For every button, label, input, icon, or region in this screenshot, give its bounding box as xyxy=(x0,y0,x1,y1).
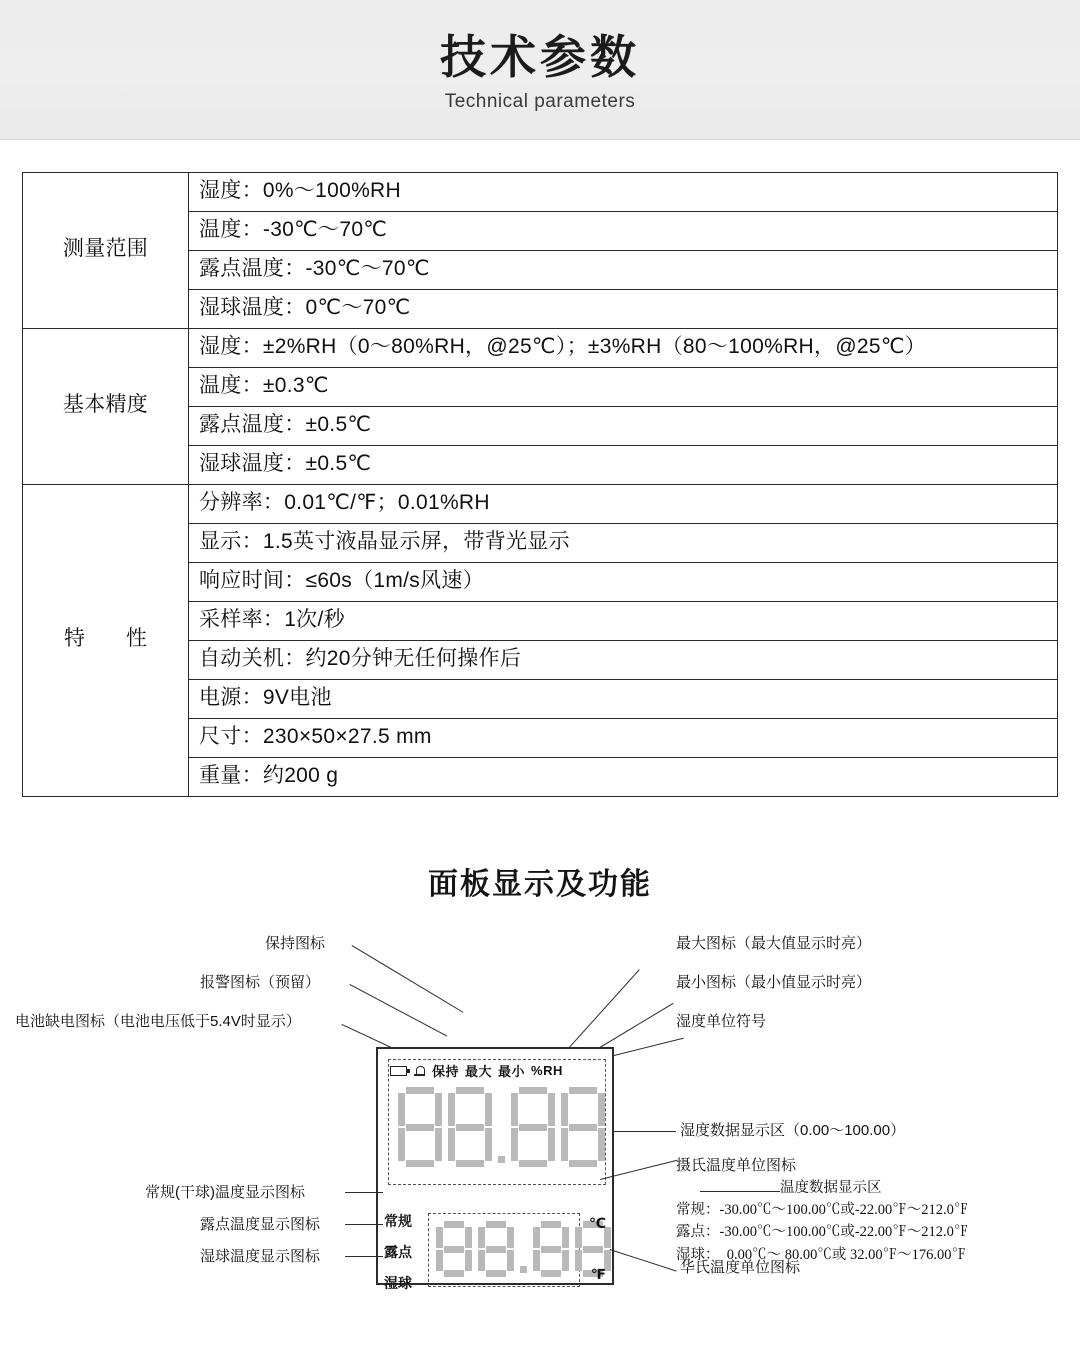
humidity-segment-row xyxy=(398,1087,605,1167)
spec-value: 湿度：0%～100%RH xyxy=(189,173,1058,212)
spec-value: 电源：9V电池 xyxy=(189,680,1058,719)
seven-segment-digit xyxy=(398,1087,442,1167)
lcd-display xyxy=(376,1047,614,1291)
callout-celsius-icon: 摄氏温度单位图标 xyxy=(676,1157,797,1174)
table-row xyxy=(23,173,1058,212)
seven-segment-digit xyxy=(511,1087,555,1167)
spec-table xyxy=(22,172,1058,797)
temp-range-wetbulb: 湿球： 0.00℃～ 80.00℃或 32.00℉～176.00℉ xyxy=(676,1246,966,1263)
spec-group-label: 测量范围 xyxy=(23,173,189,329)
leader-line xyxy=(345,1192,383,1193)
leader-line xyxy=(610,1249,677,1272)
min-label: 最小 xyxy=(498,1064,526,1079)
callout-wetbulb-temp-icon: 湿球温度显示图标 xyxy=(200,1248,321,1265)
decimal-point-icon xyxy=(520,1266,527,1273)
spec-value: 露点温度：-30℃～70℃ xyxy=(189,251,1058,290)
leader-line xyxy=(345,1256,383,1257)
bell-icon xyxy=(413,1065,426,1077)
unit-tag-group xyxy=(589,1215,606,1283)
callout-temp-area-title: 温度数据显示区 xyxy=(780,1180,882,1196)
page-subtitle: Technical parameters xyxy=(444,90,636,112)
page-title: 技术参数 xyxy=(440,31,640,84)
leader-line xyxy=(560,969,640,1057)
temp-range-list xyxy=(676,1199,968,1266)
callout-max-icon: 最大图标（最大值显示时亮） xyxy=(676,935,872,952)
spec-group-label: 特 性 xyxy=(23,485,189,797)
mode-tag-normal: 常规 xyxy=(384,1213,412,1229)
panel-diagram xyxy=(0,929,1080,1349)
spec-value: 湿球温度：0℃～70℃ xyxy=(189,290,1058,329)
callout-normal-temp-icon: 常规(干球)温度显示图标 xyxy=(145,1184,305,1201)
spec-table-wrap xyxy=(22,172,1058,797)
spec-value: 自动关机：约20分钟无任何操作后 xyxy=(189,641,1058,680)
spec-value: 响应时间：≤60s（1m/s风速） xyxy=(189,563,1058,602)
leader-line xyxy=(350,984,448,1037)
seven-segment-digit xyxy=(448,1087,492,1167)
hold-label: 保持 xyxy=(432,1064,460,1079)
panel-section-title: 面板显示及功能 xyxy=(428,868,652,901)
callout-humidity-area: 湿度数据显示区（0.00～100.00） xyxy=(680,1122,906,1139)
temp-range-normal: 常规：-30.00℃～100.00℃或-22.00℉～212.0℉ xyxy=(676,1202,969,1218)
max-label: 最大 xyxy=(465,1064,493,1079)
leader-line xyxy=(606,1038,684,1058)
spec-value: 温度：±0.3℃ xyxy=(189,368,1058,407)
spec-value: 分辨率：0.01℃/℉；0.01%RH xyxy=(189,485,1058,524)
spec-value: 尺寸：230×50×27.5 mm xyxy=(189,719,1058,758)
temp-range-dewpoint: 露点：-30.00℃～100.00℃或-22.00℉～212.0℉ xyxy=(676,1224,969,1241)
lcd-status-bar xyxy=(390,1061,604,1080)
decimal-point-icon xyxy=(498,1156,505,1163)
table-row xyxy=(23,329,1058,368)
spec-value: 湿球温度：±0.5℃ xyxy=(189,446,1058,485)
spec-value: 露点温度：±0.5℃ xyxy=(189,407,1058,446)
seven-segment-digit xyxy=(533,1221,569,1277)
humidity-unit-label: %RH xyxy=(531,1063,563,1078)
fahrenheit-icon: ℉ xyxy=(590,1266,606,1282)
callout-fahrenheit-icon: 华氏温度单位图标 xyxy=(680,1259,801,1276)
leader-line xyxy=(351,945,463,1013)
celsius-icon: ℃ xyxy=(589,1215,606,1231)
spec-value: 采样率：1次/秒 xyxy=(189,602,1058,641)
leader-line xyxy=(345,1224,383,1225)
callout-dewpoint-temp-icon: 露点温度显示图标 xyxy=(200,1216,321,1233)
leader-line xyxy=(614,1131,676,1132)
battery-icon xyxy=(390,1066,407,1076)
spec-value: 重量：约200 g xyxy=(189,758,1058,797)
spec-group-label: 基本精度 xyxy=(23,329,189,485)
seven-segment-digit xyxy=(436,1221,472,1277)
temperature-segment-row xyxy=(436,1221,611,1277)
leader-line xyxy=(700,1191,780,1192)
table-row xyxy=(23,485,1058,524)
mode-tag-wetbulb: 湿球 xyxy=(384,1275,412,1291)
callout-alarm-icon: 报警图标（预留） xyxy=(200,974,321,991)
mode-tag-dewpoint: 露点 xyxy=(384,1244,412,1260)
spec-value: 显示：1.5英寸液晶显示屏，带背光显示 xyxy=(189,524,1058,563)
seven-segment-digit xyxy=(561,1087,605,1167)
spec-value: 湿度：±2%RH（0～80%RH，@25℃）；±3%RH（80～100%RH，@25℃） xyxy=(189,329,1058,368)
spec-value: 温度：-30℃～70℃ xyxy=(189,212,1058,251)
callout-humidity-unit: 湿度单位符号 xyxy=(676,1013,767,1030)
seven-segment-digit xyxy=(478,1221,514,1277)
mode-tag-group xyxy=(384,1211,412,1293)
callout-hold-icon: 保持图标 xyxy=(265,935,326,952)
callout-low-battery-icon: 电池缺电图标（电池电压低于5.4V时显示） xyxy=(15,1013,301,1030)
callout-min-icon: 最小图标（最小值显示时亮） xyxy=(676,974,872,991)
page-header xyxy=(0,0,1080,140)
